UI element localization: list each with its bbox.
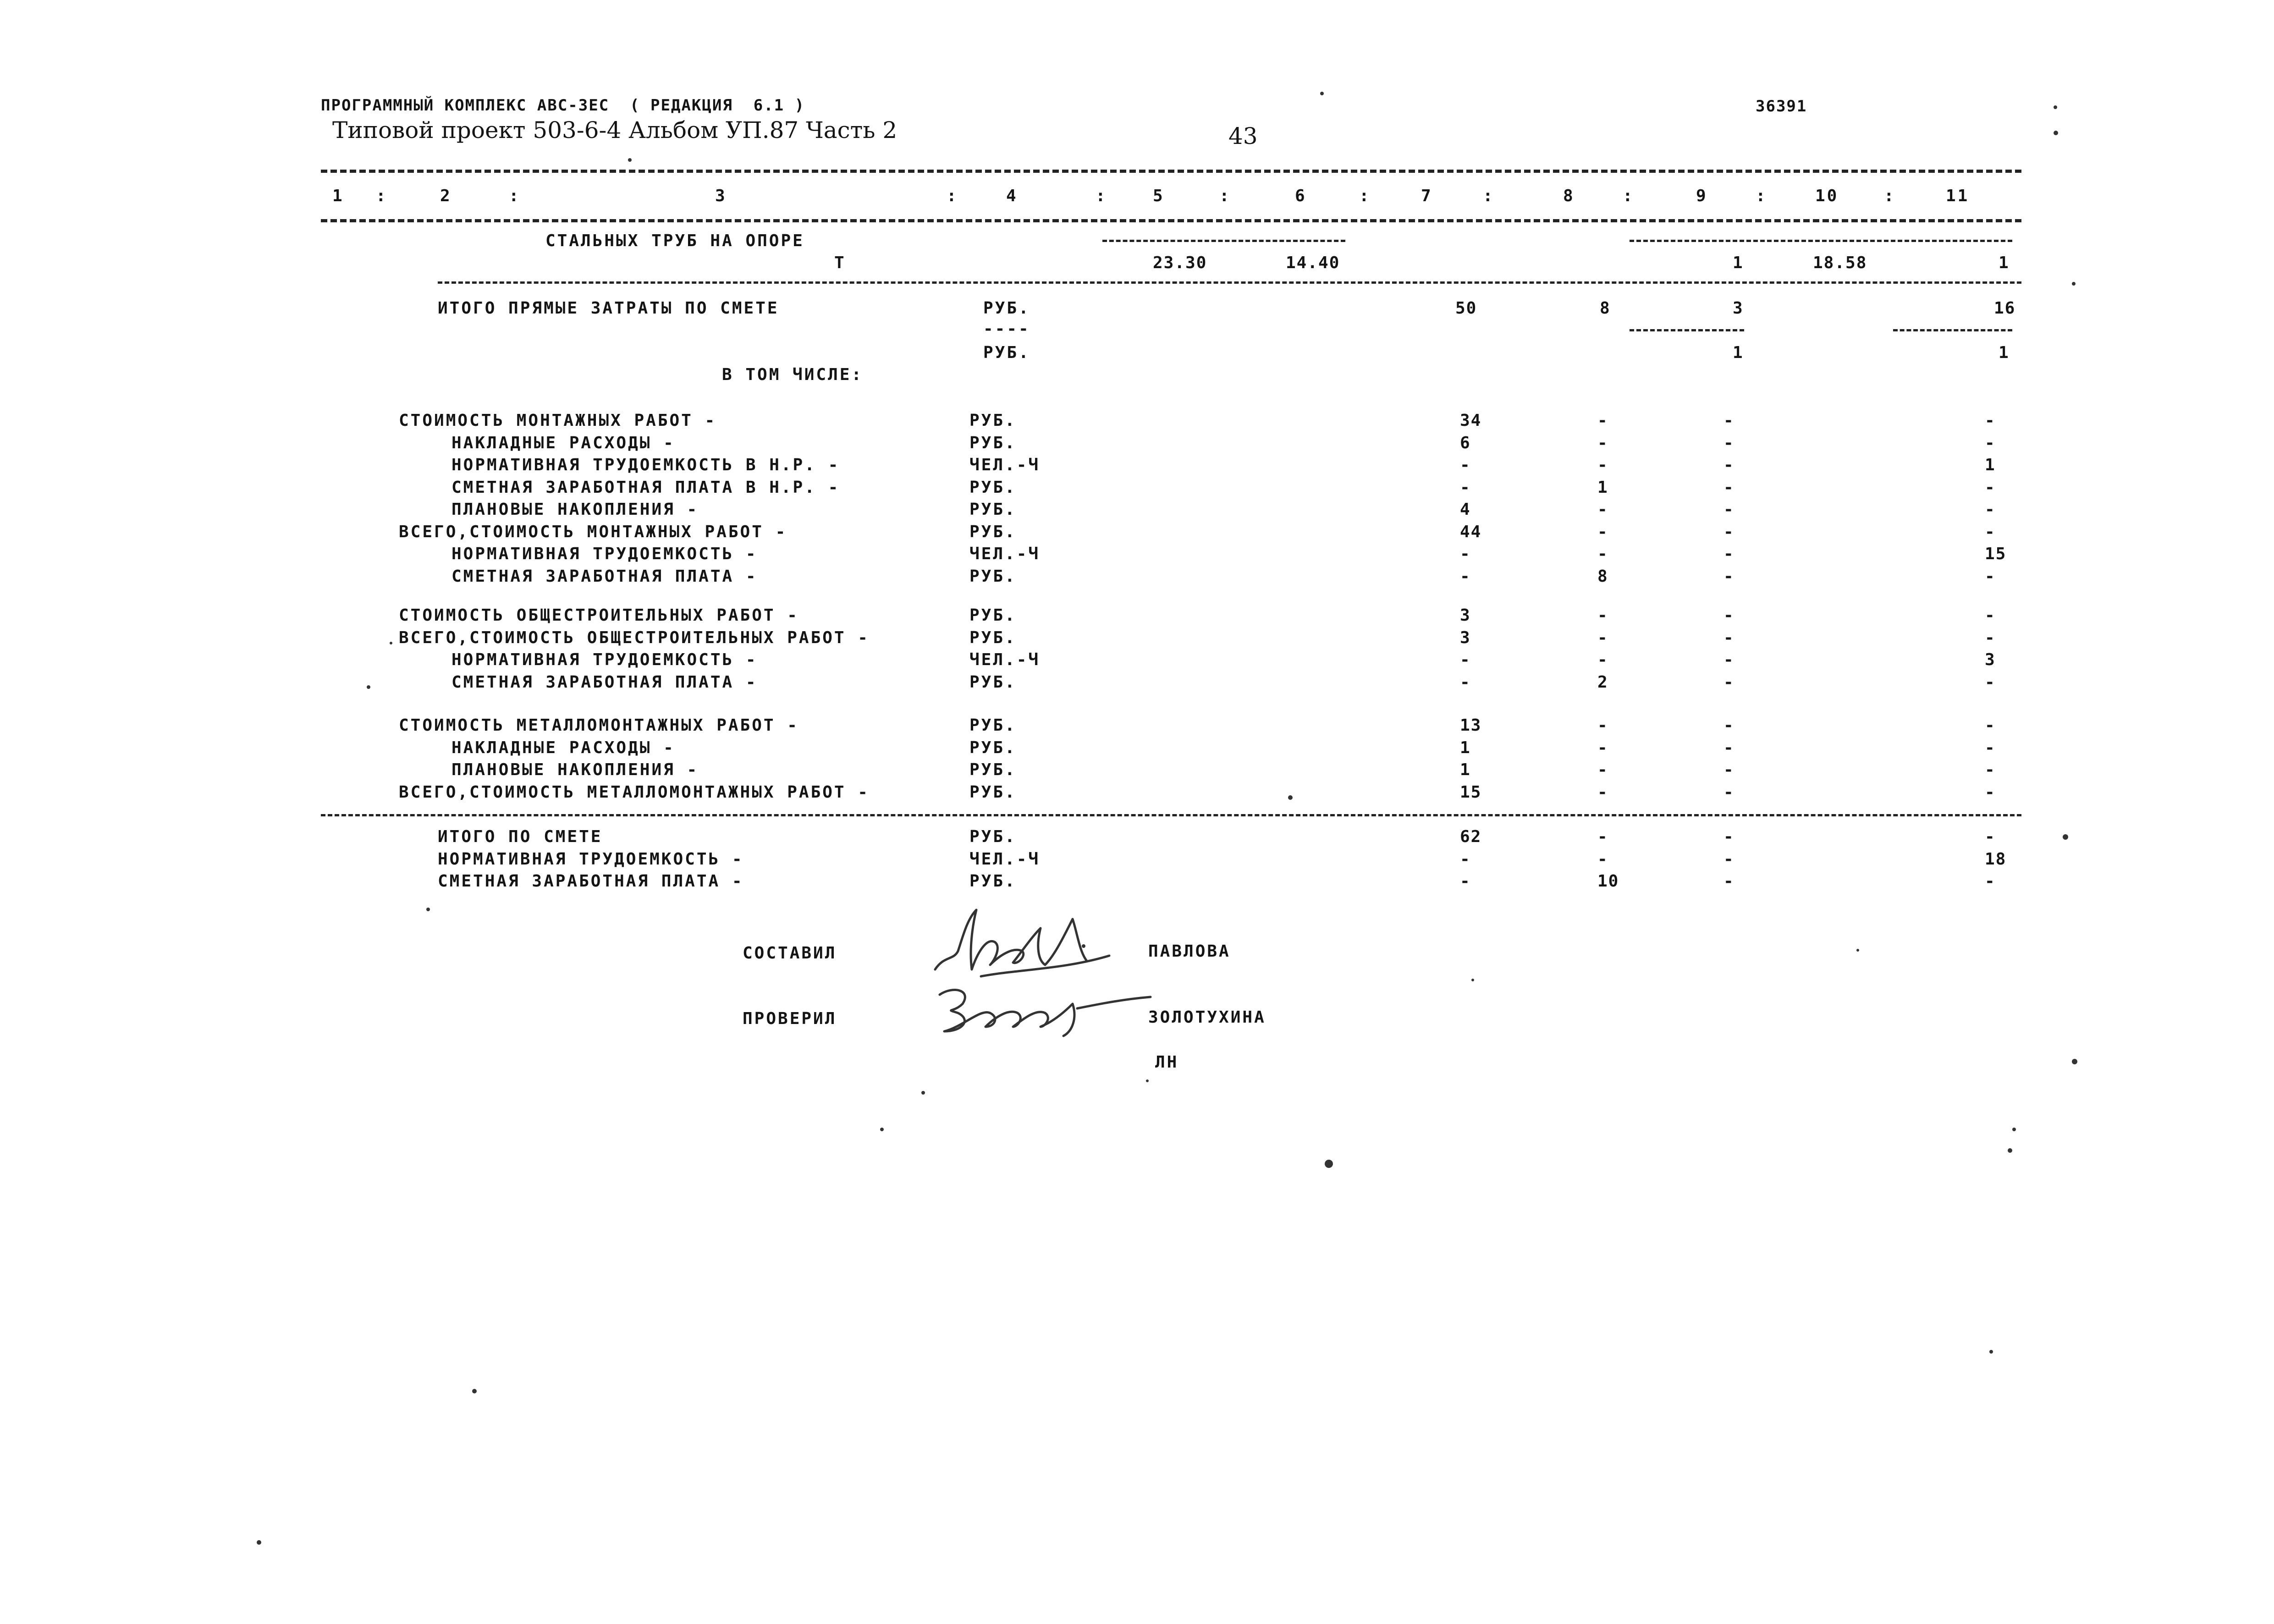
row-c9: - xyxy=(1723,672,1734,692)
column-header-cell: : xyxy=(1623,187,1635,205)
row-c8: - xyxy=(1597,782,1608,802)
row-label: СМЕТНАЯ ЗАРАБОТНАЯ ПЛАТА - xyxy=(451,672,758,692)
row-c8: - xyxy=(1597,545,1608,563)
scan-speck xyxy=(2054,105,2057,109)
direct-costs-col11b: 1 xyxy=(1999,343,2010,362)
page-number: 43 xyxy=(1228,123,1258,149)
row-c9: - xyxy=(1723,738,1734,757)
top-item-unit: Т xyxy=(834,253,846,272)
scan-speck xyxy=(2072,282,2076,286)
row-c11: - xyxy=(1985,606,1996,625)
compiled-signature-image xyxy=(926,901,1128,983)
row-label: СТОИМОСТЬ ОБЩЕСТРОИТЕЛЬНЫХ РАБОТ - xyxy=(399,606,799,625)
row-label: ПЛАНОВЫЕ НАКОПЛЕНИЯ - xyxy=(451,760,699,779)
column-header-cell: 3 xyxy=(715,187,727,205)
row-c7: 1 xyxy=(1460,738,1471,757)
column-header-cell: : xyxy=(376,187,388,205)
direct-costs-unit-sep: ---- xyxy=(983,319,1030,338)
totals-c9: - xyxy=(1723,827,1734,846)
totals-label: НОРМАТИВНАЯ ТРУДОЕМКОСТЬ - xyxy=(438,849,744,869)
row-c8: - xyxy=(1597,500,1608,519)
row-c11: - xyxy=(1985,760,1996,779)
row-c7: - xyxy=(1460,545,1471,563)
row-unit: РУБ. xyxy=(969,522,1017,541)
direct-costs-col7: 50 xyxy=(1455,299,1477,318)
extra-mark: ЛН xyxy=(1155,1053,1179,1072)
row-unit: РУБ. xyxy=(969,760,1017,779)
row-c8: - xyxy=(1597,650,1608,669)
column-header-cell: 10 xyxy=(1815,187,1839,205)
row-c9: - xyxy=(1723,500,1734,519)
scan-speck xyxy=(2008,1148,2012,1153)
row-c9: - xyxy=(1723,628,1734,647)
row-c8: - xyxy=(1597,606,1608,625)
row-c7: 4 xyxy=(1460,500,1471,519)
column-header-cell: : xyxy=(1219,187,1231,205)
direct-costs-col9: 3 xyxy=(1733,299,1744,318)
row-c8: - xyxy=(1597,411,1608,430)
row-unit: РУБ. xyxy=(969,782,1017,802)
column-header-cell: 7 xyxy=(1421,187,1433,205)
row-unit: ЧЕЛ.-Ч xyxy=(969,545,1041,563)
row-c11: - xyxy=(1985,478,1996,497)
table-top-rule xyxy=(321,170,2021,173)
row-label: ВСЕГО,СТОИМОСТЬ МЕТАЛЛОМОНТАЖНЫХ РАБОТ - xyxy=(399,782,870,802)
scan-speck xyxy=(257,1540,261,1545)
row-c7: - xyxy=(1460,650,1471,669)
row-c9: - xyxy=(1723,716,1734,735)
row-unit: РУБ. xyxy=(969,672,1017,692)
column-header-cell: : xyxy=(1096,187,1107,205)
scan-speck xyxy=(390,642,392,644)
in-that-number-heading: В ТОМ ЧИСЛЕ: xyxy=(722,365,864,384)
row-c7: - xyxy=(1460,567,1471,586)
row-label: НАКЛАДНЫЕ РАСХОДЫ - xyxy=(451,738,675,757)
row-c8: - xyxy=(1597,628,1608,647)
row-c11: - xyxy=(1985,738,1996,757)
top-item-col11: 1 xyxy=(1999,253,2010,272)
row-c9: - xyxy=(1723,545,1734,563)
totals-unit: РУБ. xyxy=(969,827,1017,846)
row-c9: - xyxy=(1723,478,1734,497)
totals-unit: ЧЕЛ.-Ч xyxy=(969,849,1041,869)
totals-c9: - xyxy=(1723,872,1734,891)
direct-costs-col9b: 1 xyxy=(1733,343,1744,362)
row-c11: - xyxy=(1985,411,1996,430)
totals-rule xyxy=(321,814,2021,816)
totals-label: СМЕТНАЯ ЗАРАБОТНАЯ ПЛАТА - xyxy=(438,872,744,891)
row-label: ВСЕГО,СТОИМОСТЬ ОБЩЕСТРОИТЕЛЬНЫХ РАБОТ - xyxy=(399,628,870,647)
top-item-subrule-right xyxy=(1630,240,2012,242)
column-header-bottom-rule xyxy=(321,219,2021,222)
direct-costs-unit1: РУБ. xyxy=(983,299,1030,318)
totals-c11: - xyxy=(1985,872,1996,891)
row-c11: - xyxy=(1985,522,1996,541)
column-header-cell: 9 xyxy=(1696,187,1708,205)
totals-c8: 10 xyxy=(1597,872,1619,891)
scan-speck xyxy=(1325,1160,1333,1168)
column-header-cell: : xyxy=(1359,187,1371,205)
row-c9: - xyxy=(1723,456,1734,474)
direct-costs-col8: 8 xyxy=(1600,299,1611,318)
row-label: СТОИМОСТЬ МОНТАЖНЫХ РАБОТ - xyxy=(399,411,717,430)
row-c9: - xyxy=(1723,411,1734,430)
direct-costs-subrule-col11 xyxy=(1893,329,2012,331)
row-unit: РУБ. xyxy=(969,628,1017,647)
row-c9: - xyxy=(1723,522,1734,541)
scan-speck xyxy=(367,685,370,689)
row-unit: ЧЕЛ.-Ч xyxy=(969,456,1041,474)
column-header-cell: 5 xyxy=(1153,187,1165,205)
totals-c8: - xyxy=(1597,827,1608,846)
row-c8: - xyxy=(1597,760,1608,779)
row-label: СТОИМОСТЬ МЕТАЛЛОМОНТАЖНЫХ РАБОТ - xyxy=(399,716,799,735)
row-label: НОРМАТИВНАЯ ТРУДОЕМКОСТЬ - xyxy=(451,545,758,563)
row-c8: 8 xyxy=(1597,567,1608,586)
row-c7: 3 xyxy=(1460,606,1471,625)
row-unit: РУБ. xyxy=(969,478,1017,497)
row-c8: 1 xyxy=(1597,478,1608,497)
row-unit: РУБ. xyxy=(969,738,1017,757)
row-c11: - xyxy=(1985,716,1996,735)
scan-speck xyxy=(1082,944,1085,948)
program-line: ПРОГРАММНЫЙ КОМПЛЕКС АВС-ЗЕС ( РЕДАКЦИЯ 6.1 ) xyxy=(321,96,805,115)
scan-speck xyxy=(880,1128,884,1131)
checked-label: ПРОВЕРИЛ xyxy=(743,1009,837,1028)
row-label: СМЕТНАЯ ЗАРАБОТНАЯ ПЛАТА В Н.Р. - xyxy=(451,478,840,497)
row-c11: 3 xyxy=(1985,650,1996,669)
totals-c11: 18 xyxy=(1985,849,2007,869)
row-label: СМЕТНАЯ ЗАРАБОТНАЯ ПЛАТА - xyxy=(451,567,758,586)
row-c7: 34 xyxy=(1460,411,1482,430)
direct-costs-unit2: РУБ. xyxy=(983,343,1030,362)
row-c8: - xyxy=(1597,522,1608,541)
scan-speck xyxy=(628,158,632,162)
direct-costs-rule xyxy=(438,281,2021,284)
scan-speck xyxy=(2012,1128,2016,1131)
top-item-label: СТАЛЬНЫХ ТРУБ НА ОПОРЕ xyxy=(545,231,804,250)
row-c9: - xyxy=(1723,606,1734,625)
scan-speck xyxy=(1471,979,1474,981)
row-unit: РУБ. xyxy=(969,433,1017,452)
scan-speck xyxy=(472,1389,477,1393)
row-c7: - xyxy=(1460,672,1471,692)
compiled-name: ПАВЛОВА xyxy=(1148,942,1231,961)
row-c7: 1 xyxy=(1460,760,1471,779)
top-item-col5: 23.30 xyxy=(1153,253,1207,272)
top-item-col10: 18.58 xyxy=(1813,253,1867,272)
row-unit: ЧЕЛ.-Ч xyxy=(969,650,1041,669)
column-header-cell: : xyxy=(1483,187,1495,205)
scan-speck xyxy=(2072,1059,2077,1064)
totals-c9: - xyxy=(1723,849,1734,869)
column-header-cell: : xyxy=(947,187,958,205)
scan-speck xyxy=(1989,1350,1993,1354)
checked-signature-image xyxy=(926,976,1164,1040)
row-label: НОРМАТИВНАЯ ТРУДОЕМКОСТЬ - xyxy=(451,650,758,669)
doc-code: 36391 xyxy=(1756,97,1807,116)
scan-speck xyxy=(1856,949,1859,952)
totals-c7: - xyxy=(1460,849,1471,869)
scan-speck xyxy=(921,1091,925,1095)
scan-speck xyxy=(2054,131,2058,135)
row-unit: РУБ. xyxy=(969,411,1017,430)
column-header-cell: 11 xyxy=(1946,187,1970,205)
row-c7: 6 xyxy=(1460,433,1471,452)
row-label: ВСЕГО,СТОИМОСТЬ МОНТАЖНЫХ РАБОТ - xyxy=(399,522,787,541)
row-unit: РУБ. xyxy=(969,606,1017,625)
row-unit: РУБ. xyxy=(969,567,1017,586)
row-c11: - xyxy=(1985,782,1996,802)
row-c7: - xyxy=(1460,478,1471,497)
row-unit: РУБ. xyxy=(969,500,1017,519)
project-line: Типовой проект 503-6-4 Альбом УП.87 Часть 2 xyxy=(332,117,897,143)
row-c9: - xyxy=(1723,567,1734,586)
row-c11: - xyxy=(1985,628,1996,647)
row-c8: - xyxy=(1597,456,1608,474)
row-c7: 3 xyxy=(1460,628,1471,647)
totals-unit: РУБ. xyxy=(969,872,1017,891)
row-c7: 15 xyxy=(1460,782,1482,802)
top-item-subrule-left xyxy=(1102,240,1345,242)
scan-speck xyxy=(426,908,430,911)
compiled-label: СОСТАВИЛ xyxy=(743,944,837,963)
totals-c8: - xyxy=(1597,849,1608,869)
row-c11: - xyxy=(1985,567,1996,586)
totals-c7: 62 xyxy=(1460,827,1482,846)
column-header-cell: 2 xyxy=(440,187,452,205)
column-header-cell: : xyxy=(1756,187,1767,205)
row-label: НОРМАТИВНАЯ ТРУДОЕМКОСТЬ В Н.Р. - xyxy=(451,456,840,474)
direct-costs-subrule-col9 xyxy=(1630,329,1744,331)
column-header-cell: : xyxy=(509,187,521,205)
scan-speck xyxy=(2063,834,2068,840)
row-c11: 15 xyxy=(1985,545,2007,563)
scan-speck xyxy=(1320,92,1324,95)
row-c7: 44 xyxy=(1460,522,1482,541)
column-header-cell: 1 xyxy=(332,187,344,205)
top-item-col9: 1 xyxy=(1733,253,1744,272)
column-header-cell: 4 xyxy=(1006,187,1018,205)
row-c11: - xyxy=(1985,500,1996,519)
row-c7: - xyxy=(1460,456,1471,474)
row-c7: 13 xyxy=(1460,716,1482,735)
row-c9: - xyxy=(1723,650,1734,669)
row-c8: - xyxy=(1597,738,1608,757)
column-header-cell: 8 xyxy=(1563,187,1575,205)
scan-speck xyxy=(1288,795,1293,800)
column-header-cell: : xyxy=(1884,187,1896,205)
row-c9: - xyxy=(1723,760,1734,779)
totals-c7: - xyxy=(1460,872,1471,891)
row-c9: - xyxy=(1723,782,1734,802)
checked-name: ЗОЛОТУХИНА xyxy=(1148,1008,1266,1027)
row-c8: 2 xyxy=(1597,672,1608,692)
column-header-cell: 6 xyxy=(1295,187,1307,205)
top-item-col6: 14.40 xyxy=(1286,253,1340,272)
row-c11: - xyxy=(1985,433,1996,452)
direct-costs-label: ИТОГО ПРЯМЫЕ ЗАТРАТЫ ПО СМЕТЕ xyxy=(438,299,779,318)
totals-label: ИТОГО ПО СМЕТЕ xyxy=(438,827,603,846)
row-c9: - xyxy=(1723,433,1734,452)
row-c11: 1 xyxy=(1985,456,1996,474)
scan-speck xyxy=(1146,1079,1149,1082)
direct-costs-col11: 16 xyxy=(1994,299,2016,318)
row-c8: - xyxy=(1597,716,1608,735)
row-label: НАКЛАДНЫЕ РАСХОДЫ - xyxy=(451,433,675,452)
row-c8: - xyxy=(1597,433,1608,452)
row-c11: - xyxy=(1985,672,1996,692)
row-unit: РУБ. xyxy=(969,716,1017,735)
row-label: ПЛАНОВЫЕ НАКОПЛЕНИЯ - xyxy=(451,500,699,519)
totals-c11: - xyxy=(1985,827,1996,846)
